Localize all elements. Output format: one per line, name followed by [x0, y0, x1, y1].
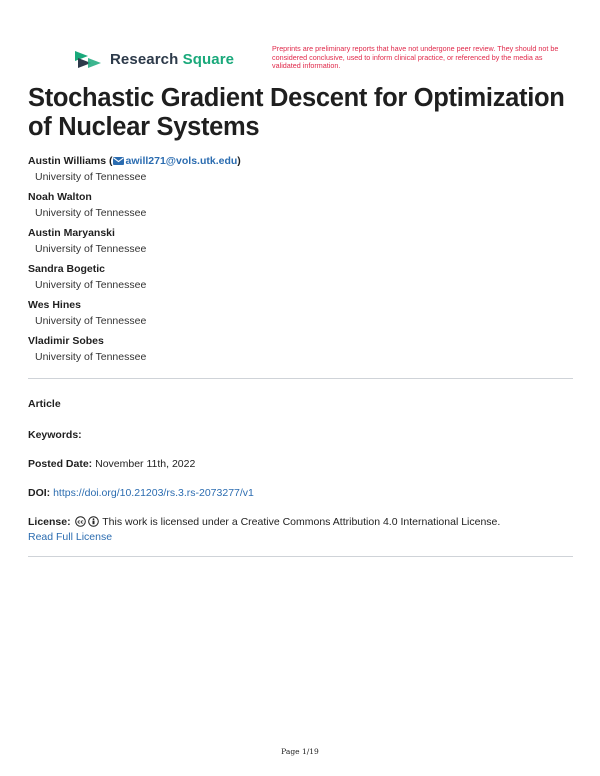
- author-item: [28, 226, 568, 262]
- paper-title: Stochastic Gradient Descent for Optimization of Nuclear Systems: [28, 84, 565, 141]
- mail-icon: [113, 157, 124, 165]
- keywords-label: Keywords:: [28, 429, 82, 441]
- posted-date: November 11th, 2022: [95, 458, 196, 470]
- logo-text: Research Square: [110, 50, 235, 68]
- license-label: License:: [28, 516, 71, 528]
- doi-label: DOI:: [28, 487, 51, 499]
- author-affiliation: University of Tennessee: [35, 207, 147, 219]
- page-number: Page 1/19: [281, 747, 319, 756]
- author-affiliation: University of Tennessee: [35, 243, 147, 255]
- author-email-link[interactable]: awill271@vols.utk.edu: [125, 155, 238, 167]
- author-item: [28, 190, 568, 226]
- posted-date-row: [28, 457, 573, 472]
- author-email-wrap: ( awill271@vols.utk.edu): [109, 155, 241, 167]
- author-name: Austin Williams: [28, 155, 107, 167]
- research-square-logo-icon: [74, 49, 104, 69]
- doi-link[interactable]: https://doi.org/10.21203/rs.3.rs-2073277/v1: [53, 487, 254, 499]
- license-row: [28, 515, 573, 545]
- license-text: This work is licensed under a Creative Commons Attribution 4.0 International License.: [102, 516, 501, 528]
- author-affiliation: University of Tennessee: [35, 171, 147, 183]
- author-item: [28, 334, 568, 370]
- doi-row: [28, 486, 573, 501]
- author-name: Sandra Bogetic: [28, 263, 106, 275]
- read-full-license-link[interactable]: Read Full License: [28, 531, 113, 543]
- author-affiliation: University of Tennessee: [35, 351, 147, 363]
- section-divider: [28, 556, 573, 557]
- author-name: Noah Walton: [28, 191, 92, 203]
- creative-commons-icon: [75, 516, 86, 527]
- author-affiliation: University of Tennessee: [35, 279, 147, 291]
- author-item: [28, 298, 568, 334]
- author-name: Vladimir Sobes: [28, 335, 104, 347]
- author-name: Austin Maryanski: [28, 227, 115, 239]
- research-square-logo[interactable]: [74, 47, 234, 71]
- author-list: [28, 154, 568, 370]
- keywords-row: [28, 428, 573, 443]
- author-name: Wes Hines: [28, 299, 81, 311]
- author-item: [28, 154, 568, 190]
- svg-text:cc: cc: [76, 519, 84, 526]
- preprint-disclaimer: Preprints are preliminary reports that have not undergone peer review. They should not be considered conclusive, used to inform clinical practice, or referenced by the media as validated information.: [272, 44, 559, 71]
- article-type: Article: [28, 398, 61, 410]
- author-affiliation: University of Tennessee: [35, 315, 147, 327]
- attribution-icon: [88, 516, 99, 527]
- posted-date-label: Posted Date:: [28, 458, 93, 470]
- author-item: [28, 262, 568, 298]
- section-divider: [28, 378, 573, 379]
